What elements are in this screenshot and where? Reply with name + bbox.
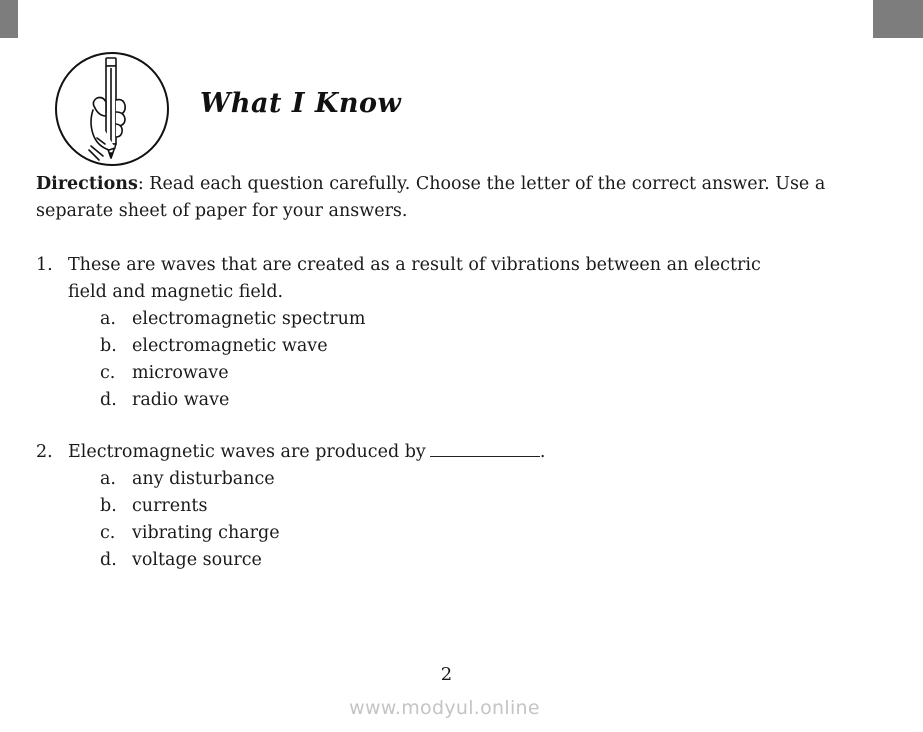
choice-item bbox=[100, 547, 796, 574]
question-number: 1. bbox=[36, 255, 53, 275]
choice-text: microwave bbox=[132, 363, 229, 383]
choice-item bbox=[100, 360, 796, 387]
page-number: 2 bbox=[440, 664, 453, 685]
choice-letter: b. bbox=[100, 336, 117, 356]
choice-list bbox=[36, 466, 796, 574]
choice-text: currents bbox=[132, 496, 208, 516]
choice-text: any disturbance bbox=[132, 469, 275, 489]
watermark: www.modyul.online bbox=[349, 697, 540, 719]
question-text: Electromagnetic waves are produced by bbox=[68, 442, 426, 462]
corner-tab-right bbox=[873, 0, 923, 38]
choice-text: electromagnetic wave bbox=[132, 336, 328, 356]
choice-item bbox=[100, 333, 796, 360]
choice-item bbox=[100, 306, 796, 333]
choice-letter: d. bbox=[100, 550, 117, 570]
choice-list bbox=[36, 306, 796, 414]
choice-letter: c. bbox=[100, 523, 116, 543]
question-2 bbox=[36, 439, 796, 574]
choice-item bbox=[100, 387, 796, 414]
choice-text: vibrating charge bbox=[132, 523, 280, 543]
choice-letter: a. bbox=[100, 469, 116, 489]
question-number: 2. bbox=[36, 442, 53, 462]
choice-item bbox=[100, 493, 796, 520]
choice-letter: a. bbox=[100, 309, 116, 329]
answer-blank bbox=[430, 439, 540, 457]
corner-tab-left bbox=[0, 0, 18, 38]
choice-letter: c. bbox=[100, 363, 116, 383]
hand-holding-pencil-icon bbox=[53, 50, 171, 168]
question-text-wrap bbox=[68, 439, 796, 466]
directions-text: : Read each question carefully. Choose the letter of the correct answer. Use a separate sheet of paper for your answers. bbox=[36, 174, 826, 221]
question-text-end: . bbox=[539, 442, 546, 462]
choice-letter: b. bbox=[100, 496, 117, 516]
choice-text: voltage source bbox=[132, 550, 262, 570]
directions-label: Directions bbox=[36, 174, 138, 194]
choice-text: electromagnetic spectrum bbox=[132, 309, 366, 329]
question-1 bbox=[36, 252, 796, 414]
choice-letter: d. bbox=[100, 390, 117, 410]
question-text: These are waves that are created as a result of vibrations between an electric field and magnetic field. bbox=[68, 255, 761, 302]
choice-item bbox=[100, 520, 796, 547]
choice-item bbox=[100, 466, 796, 493]
page-title: What I Know bbox=[200, 88, 402, 119]
directions-paragraph bbox=[36, 171, 856, 225]
choice-text: radio wave bbox=[132, 390, 230, 410]
